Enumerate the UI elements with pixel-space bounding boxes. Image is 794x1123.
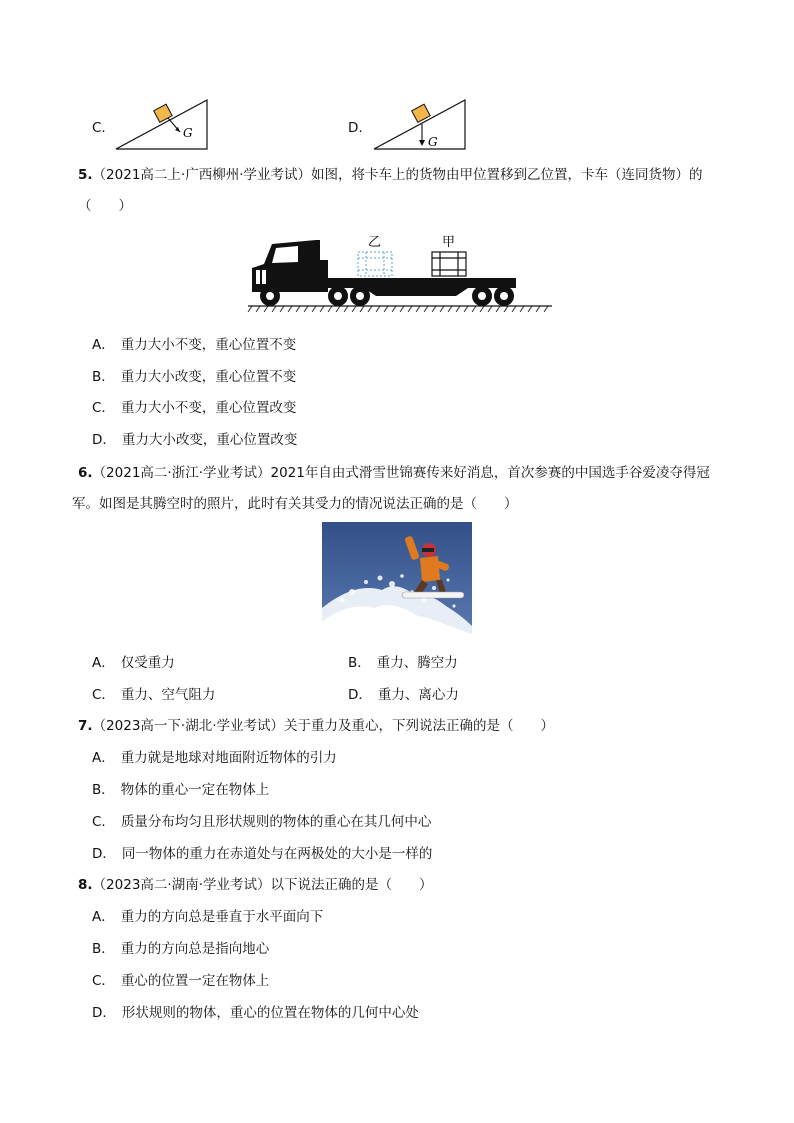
- q8-option-a: A． 重力的方向总是垂直于水平面向下: [92, 909, 324, 925]
- question-text: 如图，将卡车上的货物由甲位置移到乙位置，卡车（连同货物）的: [311, 167, 703, 183]
- arrow-head: [419, 140, 425, 146]
- q5-option-b: B． 重力大小改变，重心位置不变: [92, 369, 297, 385]
- question-source: （2023高二·湖南·学业考试）: [92, 877, 271, 893]
- snowboarder-photo: [322, 522, 472, 640]
- label-yi: 乙: [368, 235, 382, 250]
- question-5-stem-line2: （ ）: [78, 198, 132, 214]
- q6-option-c: C． 重力、空气阻力: [92, 687, 216, 703]
- q6-option-b: B． 重力、腾空力: [348, 655, 458, 671]
- option-c-label: C.: [92, 120, 106, 136]
- q7-option-b: B． 物体的重心一定在物体上: [92, 782, 270, 798]
- question-number: 8: [78, 877, 88, 893]
- cab-window: [272, 246, 298, 263]
- q8-option-b: B． 重力的方向总是指向地心: [92, 941, 270, 957]
- q6-option-d: D． 重力、离心力: [348, 687, 459, 703]
- q6-option-a: A． 仅受重力: [92, 655, 175, 671]
- cargo-position-yi: [358, 252, 392, 276]
- question-number: 6: [78, 465, 88, 481]
- q8-option-d: D． 形状规则的物体，重心的位置在物体的几何中心处: [92, 1005, 419, 1021]
- option-d-label: D.: [348, 120, 363, 136]
- incline-diagram-d: [370, 96, 470, 152]
- question-6-stem: 6.（2021高二·浙江·学业考试）2021年自由式滑雪世锦赛传来好消息，首次参赛的中国选手谷爱凌夺得冠: [78, 465, 710, 481]
- cargo-position-jia: [432, 252, 466, 276]
- label-jia: 甲: [442, 235, 456, 250]
- q5-option-c: C． 重力大小不变，重心位置改变: [92, 400, 297, 416]
- question-number: 5: [78, 167, 88, 183]
- truck-figure: [246, 230, 556, 316]
- question-source: （2021高二上·广西柳州·学业考试）: [92, 167, 311, 183]
- question-text: 关于重力及重心，下列说法正确的是（ ）: [284, 718, 554, 734]
- question-6-stem-line2: 军。如图是其腾空时的照片，此时有关其受力的情况说法正确的是（ ）: [72, 496, 518, 512]
- q5-option-a: A． 重力大小不变，重心位置不变: [92, 337, 297, 353]
- q8-option-c: C． 重心的位置一定在物体上: [92, 973, 270, 989]
- question-5-stem: 5.（2021高二上·广西柳州·学业考试）如图，将卡车上的货物由甲位置移到乙位置，卡车（连同货物）的: [78, 167, 703, 183]
- question-number: 7: [78, 718, 88, 734]
- gravity-label: G: [183, 126, 193, 140]
- question-text: 以下说法正确的是（ ）: [270, 877, 433, 893]
- q7-option-c: C． 质量分布均匀且形状规则的物体的重心在其几何中心: [92, 814, 432, 830]
- q7-option-d: D． 同一物体的重力在赤道处与在两极处的大小是一样的: [92, 846, 433, 862]
- question-source: （2021高二·浙江·学业考试）: [92, 465, 271, 481]
- incline-diagram-c: [112, 96, 212, 152]
- question-8-stem: 8.（2023高二·湖南·学业考试）以下说法正确的是（ ）: [78, 877, 433, 893]
- q7-option-a: A． 重力就是地球对地面附近物体的引力: [92, 750, 337, 766]
- gravity-label: G: [428, 135, 438, 149]
- question-text: 2021年自由式滑雪世锦赛传来好消息，首次参赛的中国选手谷爱凌夺得冠: [270, 465, 710, 481]
- q5-option-d: D． 重力大小改变，重心位置改变: [92, 432, 298, 448]
- question-source: （2023高一下·湖北·学业考试）: [92, 718, 284, 734]
- question-7-stem: 7.（2023高一下·湖北·学业考试）关于重力及重心，下列说法正确的是（ ）: [78, 718, 554, 734]
